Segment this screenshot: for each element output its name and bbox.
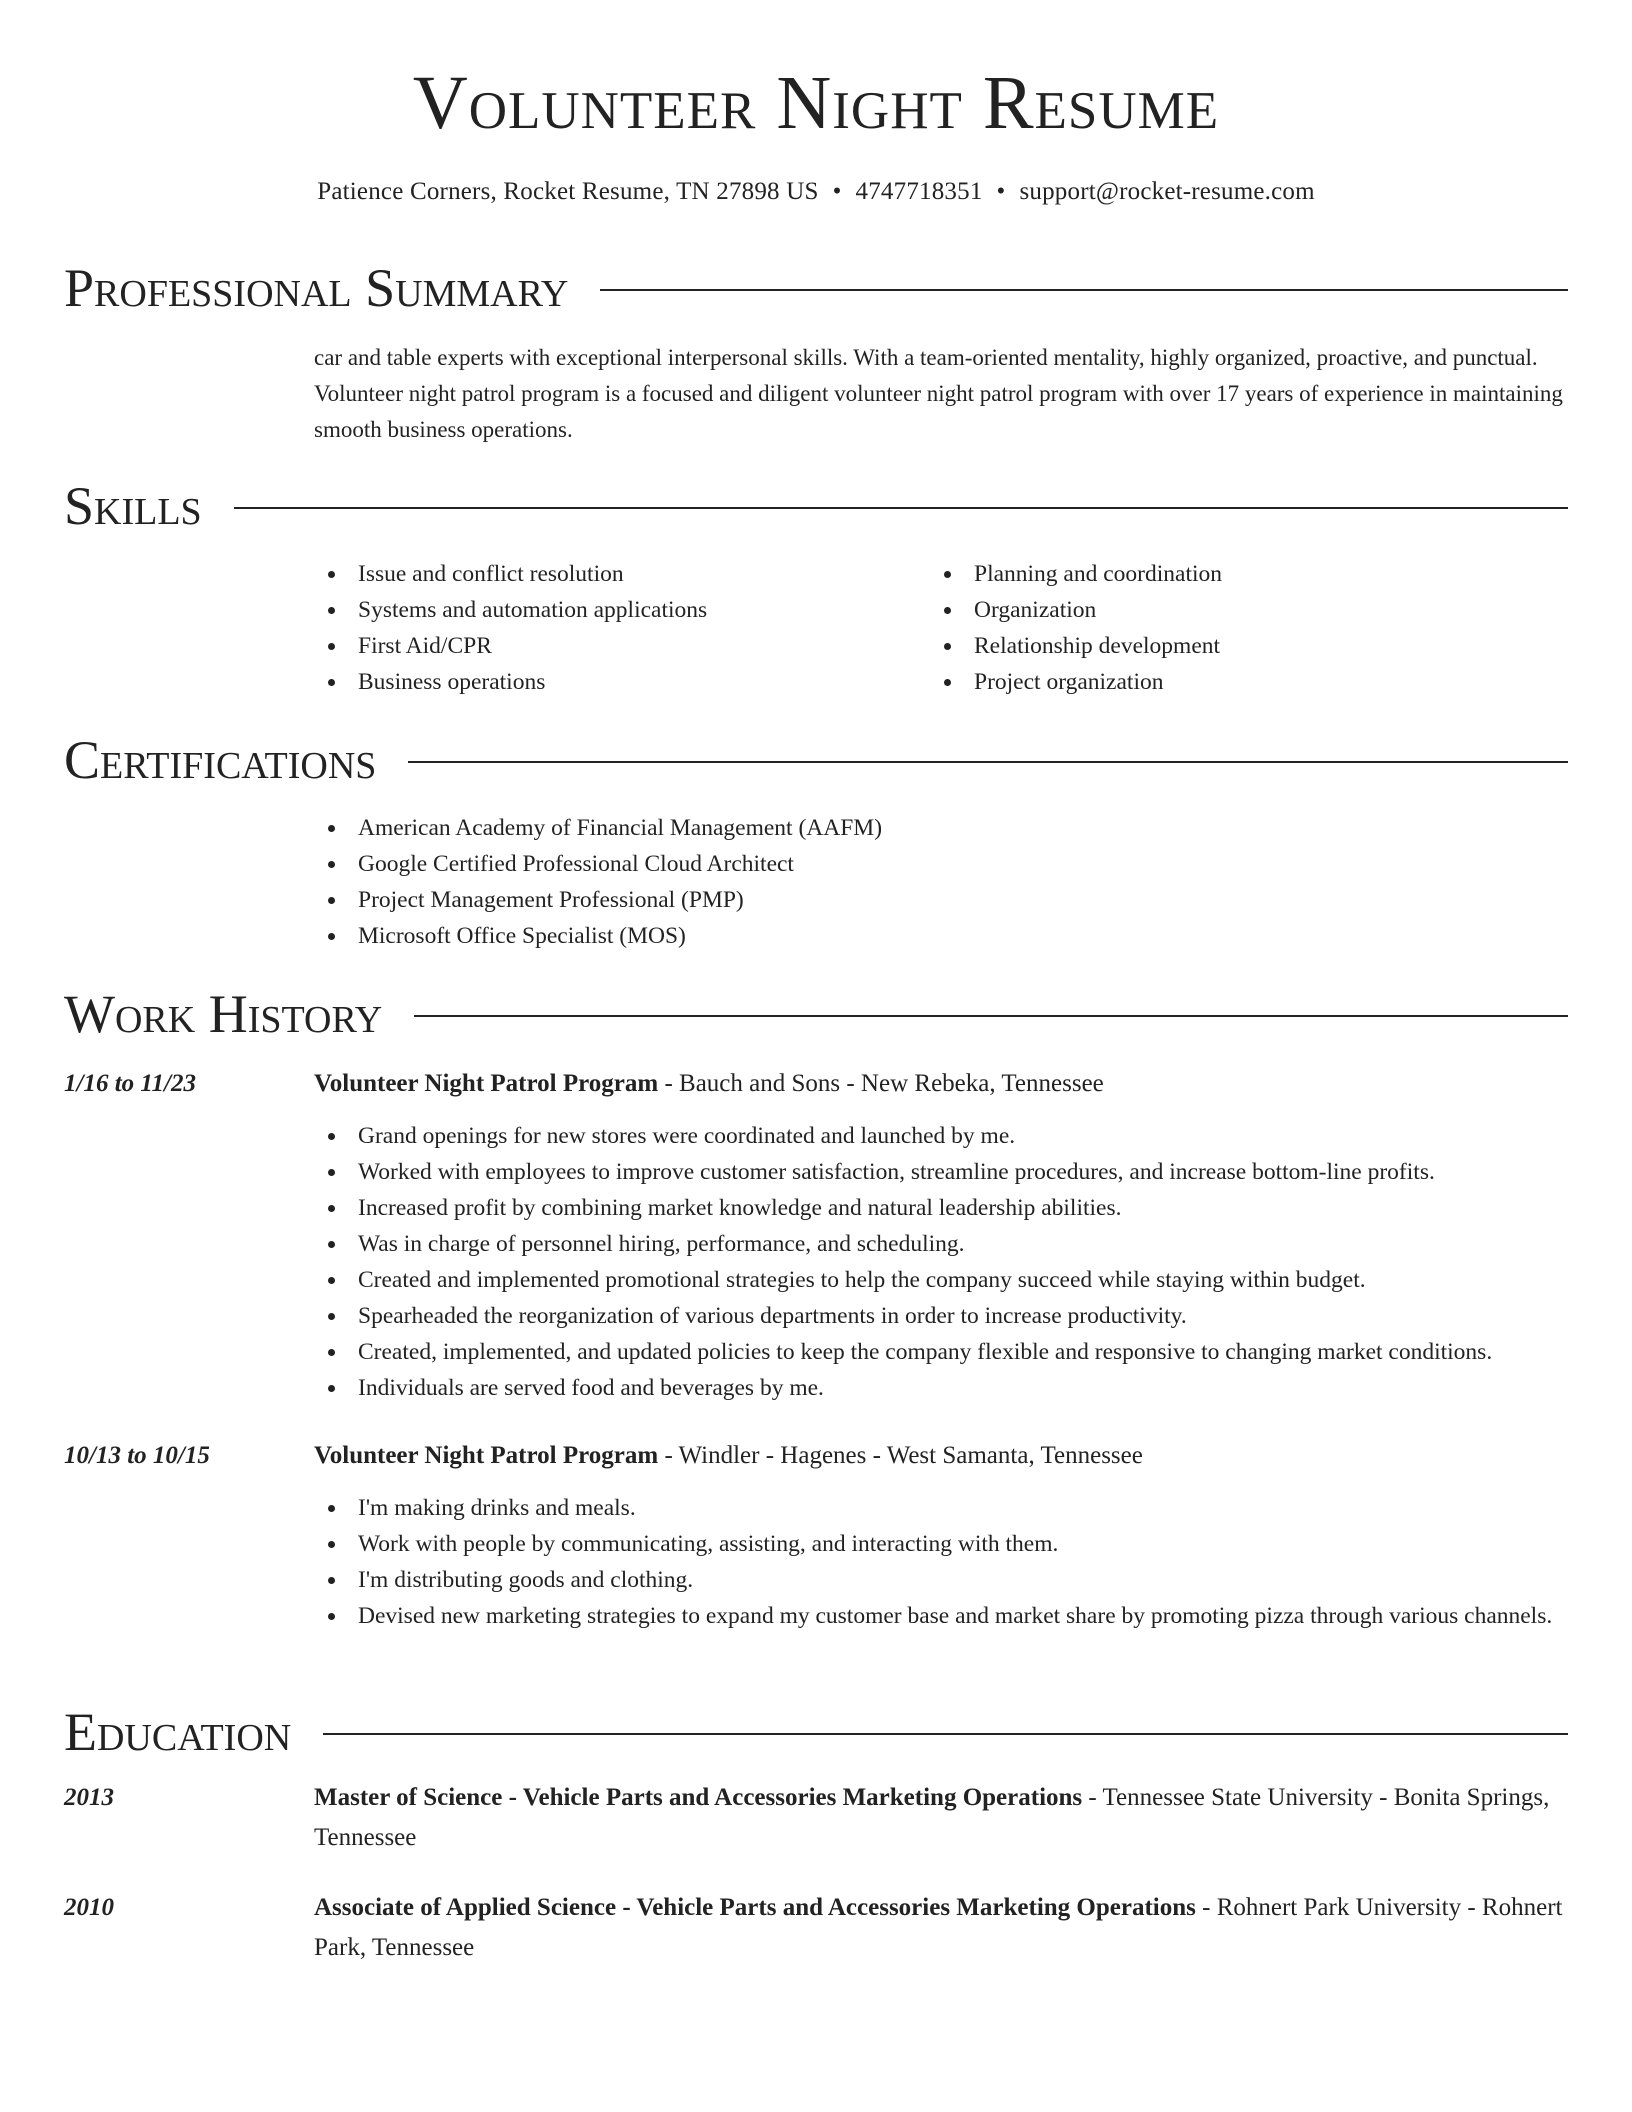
contact-address: Patience Corners, Rocket Resume, TN 27898 US: [317, 178, 819, 205]
education-year: 2013: [64, 1784, 114, 1811]
skills-list-right: [930, 556, 1570, 700]
skills-list-left: [314, 556, 914, 700]
job-bullet: Created, implemented, and updated policies to keep the company flexible and responsive to changing market conditions.: [314, 1334, 1570, 1370]
job-bullets: [314, 1118, 1570, 1406]
job-bullet: Created and implemented promotional strategies to help the company succeed while staying within budget.: [314, 1262, 1570, 1298]
skill-item: Planning and coordination: [930, 556, 1570, 592]
job-bullet: Devised new marketing strategies to expand my customer base and market share by promoting pizza through various channels.: [314, 1598, 1570, 1634]
job-role: Volunteer Night Patrol Program: [314, 1070, 659, 1097]
education-details: - Tennessee State University - Bonita Springs, Tennessee: [314, 1784, 1550, 1851]
certifications-title: Certifications: [64, 730, 377, 790]
education-details: - Rohnert Park University - Rohnert Park, Tennessee: [314, 1894, 1563, 1961]
education-entry: [314, 1778, 1570, 1858]
section-divider: [323, 1733, 1568, 1735]
job-bullets: [314, 1490, 1570, 1634]
education-degree: Associate of Applied Science - Vehicle Parts and Accessories Marketing Operations: [314, 1894, 1196, 1921]
education-title: Education: [64, 1702, 292, 1762]
skill-item: Business operations: [314, 664, 914, 700]
summary-text: car and table experts with exceptional interpersonal skills. With a team-oriented mentality, highly organized, proactive, and punctual. Volunteer night patrol program is a focused and diligent volunteer night patrol program with over 17 years of experience in maintaining smooth business operations.: [314, 345, 1563, 442]
resume-name: Volunteer Night Resume: [412, 61, 1220, 145]
skill-item: Project organization: [930, 664, 1570, 700]
contact-email: support@rocket-resume.com: [1019, 178, 1315, 205]
job-bullet: I'm distributing goods and clothing.: [314, 1562, 1570, 1598]
contact-separator: •: [996, 178, 1006, 205]
skill-item: Organization: [930, 592, 1570, 628]
job-header: [314, 1436, 1570, 1476]
certification-item: Project Management Professional (PMP): [314, 882, 1570, 918]
job-bullet: Grand openings for new stores were coordinated and launched by me.: [314, 1118, 1570, 1154]
contact-line: [0, 176, 1632, 208]
job-details: - Windler - Hagenes - West Samanta, Tennessee: [658, 1442, 1143, 1469]
job-details: - Bauch and Sons - New Rebeka, Tennessee: [658, 1070, 1104, 1097]
education-degree: Master of Science - Vehicle Parts and Accessories Marketing Operations: [314, 1784, 1083, 1811]
job-bullet: Individuals are served food and beverages by me.: [314, 1370, 1570, 1406]
education-heading: [64, 1700, 1568, 1764]
section-divider: [234, 507, 1568, 509]
job-header: [314, 1064, 1570, 1104]
section-divider: [414, 1015, 1568, 1017]
summary-heading: [64, 256, 1568, 320]
section-divider: [408, 761, 1568, 763]
skill-item: First Aid/CPR: [314, 628, 914, 664]
skill-item: Relationship development: [930, 628, 1570, 664]
certifications-heading: [64, 728, 1568, 792]
skill-item: Issue and conflict resolution: [314, 556, 914, 592]
certification-item: Microsoft Office Specialist (MOS): [314, 918, 1570, 954]
job-bullet: I'm making drinks and meals.: [314, 1490, 1570, 1526]
job-role: Volunteer Night Patrol Program: [314, 1442, 659, 1469]
job-bullet: Spearheaded the reorganization of various departments in order to increase productivity.: [314, 1298, 1570, 1334]
section-divider: [600, 289, 1568, 291]
summary-title: Professional Summary: [64, 258, 569, 318]
work-history-title: Work History: [64, 984, 383, 1044]
work-history-heading: [64, 982, 1568, 1046]
certifications-list: [314, 810, 1570, 954]
certification-item: Google Certified Professional Cloud Architect: [314, 846, 1570, 882]
job-dates: 1/16 to 11/23: [64, 1070, 196, 1097]
education-year: 2010: [64, 1894, 114, 1921]
job-bullet: Was in charge of personnel hiring, performance, and scheduling.: [314, 1226, 1570, 1262]
job-dates: 10/13 to 10/15: [64, 1442, 210, 1469]
contact-phone: 4747718351: [855, 178, 983, 205]
job-bullet: Worked with employees to improve customer satisfaction, streamline procedures, and increase bottom-line profits.: [314, 1154, 1570, 1190]
contact-separator: •: [832, 178, 842, 205]
skill-item: Systems and automation applications: [314, 592, 914, 628]
job-bullet: Work with people by communicating, assisting, and interacting with them.: [314, 1526, 1570, 1562]
education-entry: [314, 1888, 1570, 1968]
certification-item: American Academy of Financial Management (AAFM): [314, 810, 1570, 846]
skills-heading: [64, 474, 1568, 538]
job-bullet: Increased profit by combining market knowledge and natural leadership abilities.: [314, 1190, 1570, 1226]
skills-title: Skills: [64, 476, 202, 536]
